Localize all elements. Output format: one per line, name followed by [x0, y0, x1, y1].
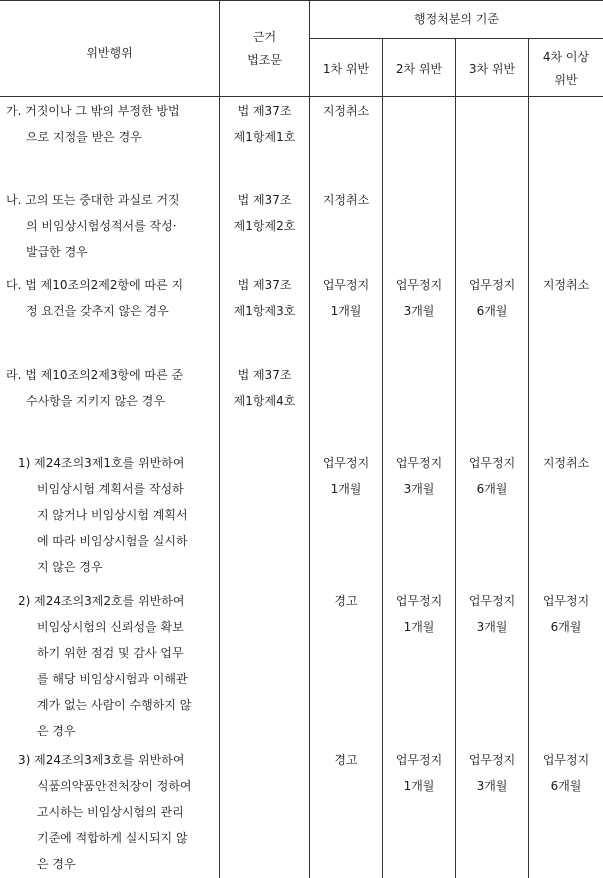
violation-text: 수사항을 지키지 않은 경우 — [26, 394, 165, 408]
violation-text: 하기 위한 점검 및 감사 업무 — [37, 646, 184, 660]
penalty-first: 업무정지 — [322, 278, 370, 292]
penalty-third: 업무정지 — [468, 278, 516, 292]
violation-text: 지 않은 경우 — [37, 560, 103, 574]
violation-text: 비임상시험 계획서를 작성하 — [37, 482, 184, 496]
penalty-third: 업무정지 — [468, 594, 516, 608]
penalty-second: 3개월 — [403, 304, 435, 318]
basis-text: 제1항제4호 — [233, 394, 296, 408]
penalty-third: 업무정지 — [468, 456, 516, 470]
penalty-third: 6개월 — [476, 304, 508, 318]
violation-text: 기준에 적합하게 실시되지 않 — [37, 831, 188, 845]
violation-text: 으로 지정을 받은 경우 — [26, 130, 142, 144]
header-third: 3차 위반 — [468, 62, 516, 76]
violation-text: 은 경우 — [37, 857, 76, 871]
penalty-third: 6개월 — [476, 482, 508, 496]
header-standard: 행정처분의 기준 — [414, 12, 499, 26]
header-fourth-line1: 4차 이상 — [542, 50, 590, 64]
basis-text: 법 제37조 — [237, 193, 292, 207]
violation-text: 식품의약품안전처장이 정하여 — [37, 779, 192, 793]
penalty-second: 1개월 — [403, 779, 435, 793]
header-basis-line1: 근거 — [252, 30, 277, 44]
penalty-fourth: 지정취소 — [542, 456, 590, 470]
violation-text: 지 않거나 비임상시험 계획서 — [37, 508, 188, 522]
violation-text: 의 비임상시험성적서를 작성· — [26, 219, 177, 233]
basis-text: 제1항제1호 — [233, 130, 296, 144]
header-fourth-line2: 위반 — [554, 73, 578, 87]
penalty-third: 3개월 — [476, 620, 508, 634]
header-violation: 위반행위 — [86, 46, 133, 60]
penalty-first: 업무정지 — [322, 456, 370, 470]
penalty-second: 업무정지 — [395, 594, 443, 608]
penalty-second: 업무정지 — [395, 456, 443, 470]
penalty-first: 지정취소 — [322, 193, 370, 207]
penalty-fourth: 업무정지 — [542, 753, 590, 767]
violation-text: 다. 법 제10조의2제2항에 따른 지 — [6, 278, 184, 292]
penalty-first: 경고 — [334, 594, 358, 608]
violation-text: 고시하는 비임상시험의 관리 — [37, 805, 184, 819]
violation-text: 3) 제24조의3제3호를 위반하여 — [18, 753, 185, 767]
violation-text: 라. 법 제10조의2제3항에 따른 준 — [6, 368, 184, 382]
violation-text: 정 요건을 갖추지 않은 경우 — [26, 304, 169, 318]
violation-text: 가. 거짓이나 그 밖의 부정한 방법 — [6, 104, 180, 118]
penalty-first: 1개월 — [330, 482, 362, 496]
basis-text: 제1항제3호 — [233, 304, 296, 318]
penalty-fourth: 업무정지 — [542, 594, 590, 608]
penalty-second: 3개월 — [403, 482, 435, 496]
violation-text: 1) 제24조의3제1호를 위반하여 — [18, 456, 185, 470]
basis-text: 법 제37조 — [237, 278, 292, 292]
header-basis-line2: 법조문 — [247, 53, 282, 67]
violation-text: 2) 제24조의3제2호를 위반하여 — [18, 594, 185, 608]
basis-text: 법 제37조 — [237, 368, 292, 382]
violation-text: 발급한 경우 — [26, 245, 88, 259]
penalty-third: 업무정지 — [468, 753, 516, 767]
penalty-third: 3개월 — [476, 779, 508, 793]
penalty-second: 1개월 — [403, 620, 435, 634]
penalty-fourth: 6개월 — [550, 620, 582, 634]
violation-text: 를 해당 비임상시험과 이해관 — [37, 672, 188, 686]
penalty-fourth: 6개월 — [550, 779, 582, 793]
penalty-first: 지정취소 — [322, 104, 370, 118]
violation-text: 비임상시험의 신뢰성을 확보 — [37, 620, 184, 634]
penalty-fourth: 지정취소 — [542, 278, 590, 292]
violation-text: 나. 고의 또는 중대한 과실로 거짓 — [6, 193, 180, 207]
basis-text: 법 제37조 — [237, 104, 292, 118]
violation-text: 계가 없는 사람이 수행하지 않 — [37, 698, 192, 712]
penalty-second: 업무정지 — [395, 278, 443, 292]
basis-text: 제1항제2호 — [233, 219, 296, 233]
violation-text: 은 경우 — [37, 724, 76, 738]
header-second: 2차 위반 — [395, 62, 443, 76]
violation-text: 에 따라 비임상시험을 실시하 — [37, 534, 188, 548]
penalty-first: 경고 — [334, 753, 358, 767]
penalty-first: 1개월 — [330, 304, 362, 318]
penalty-second: 업무정지 — [395, 753, 443, 767]
header-first: 1차 위반 — [322, 62, 370, 76]
